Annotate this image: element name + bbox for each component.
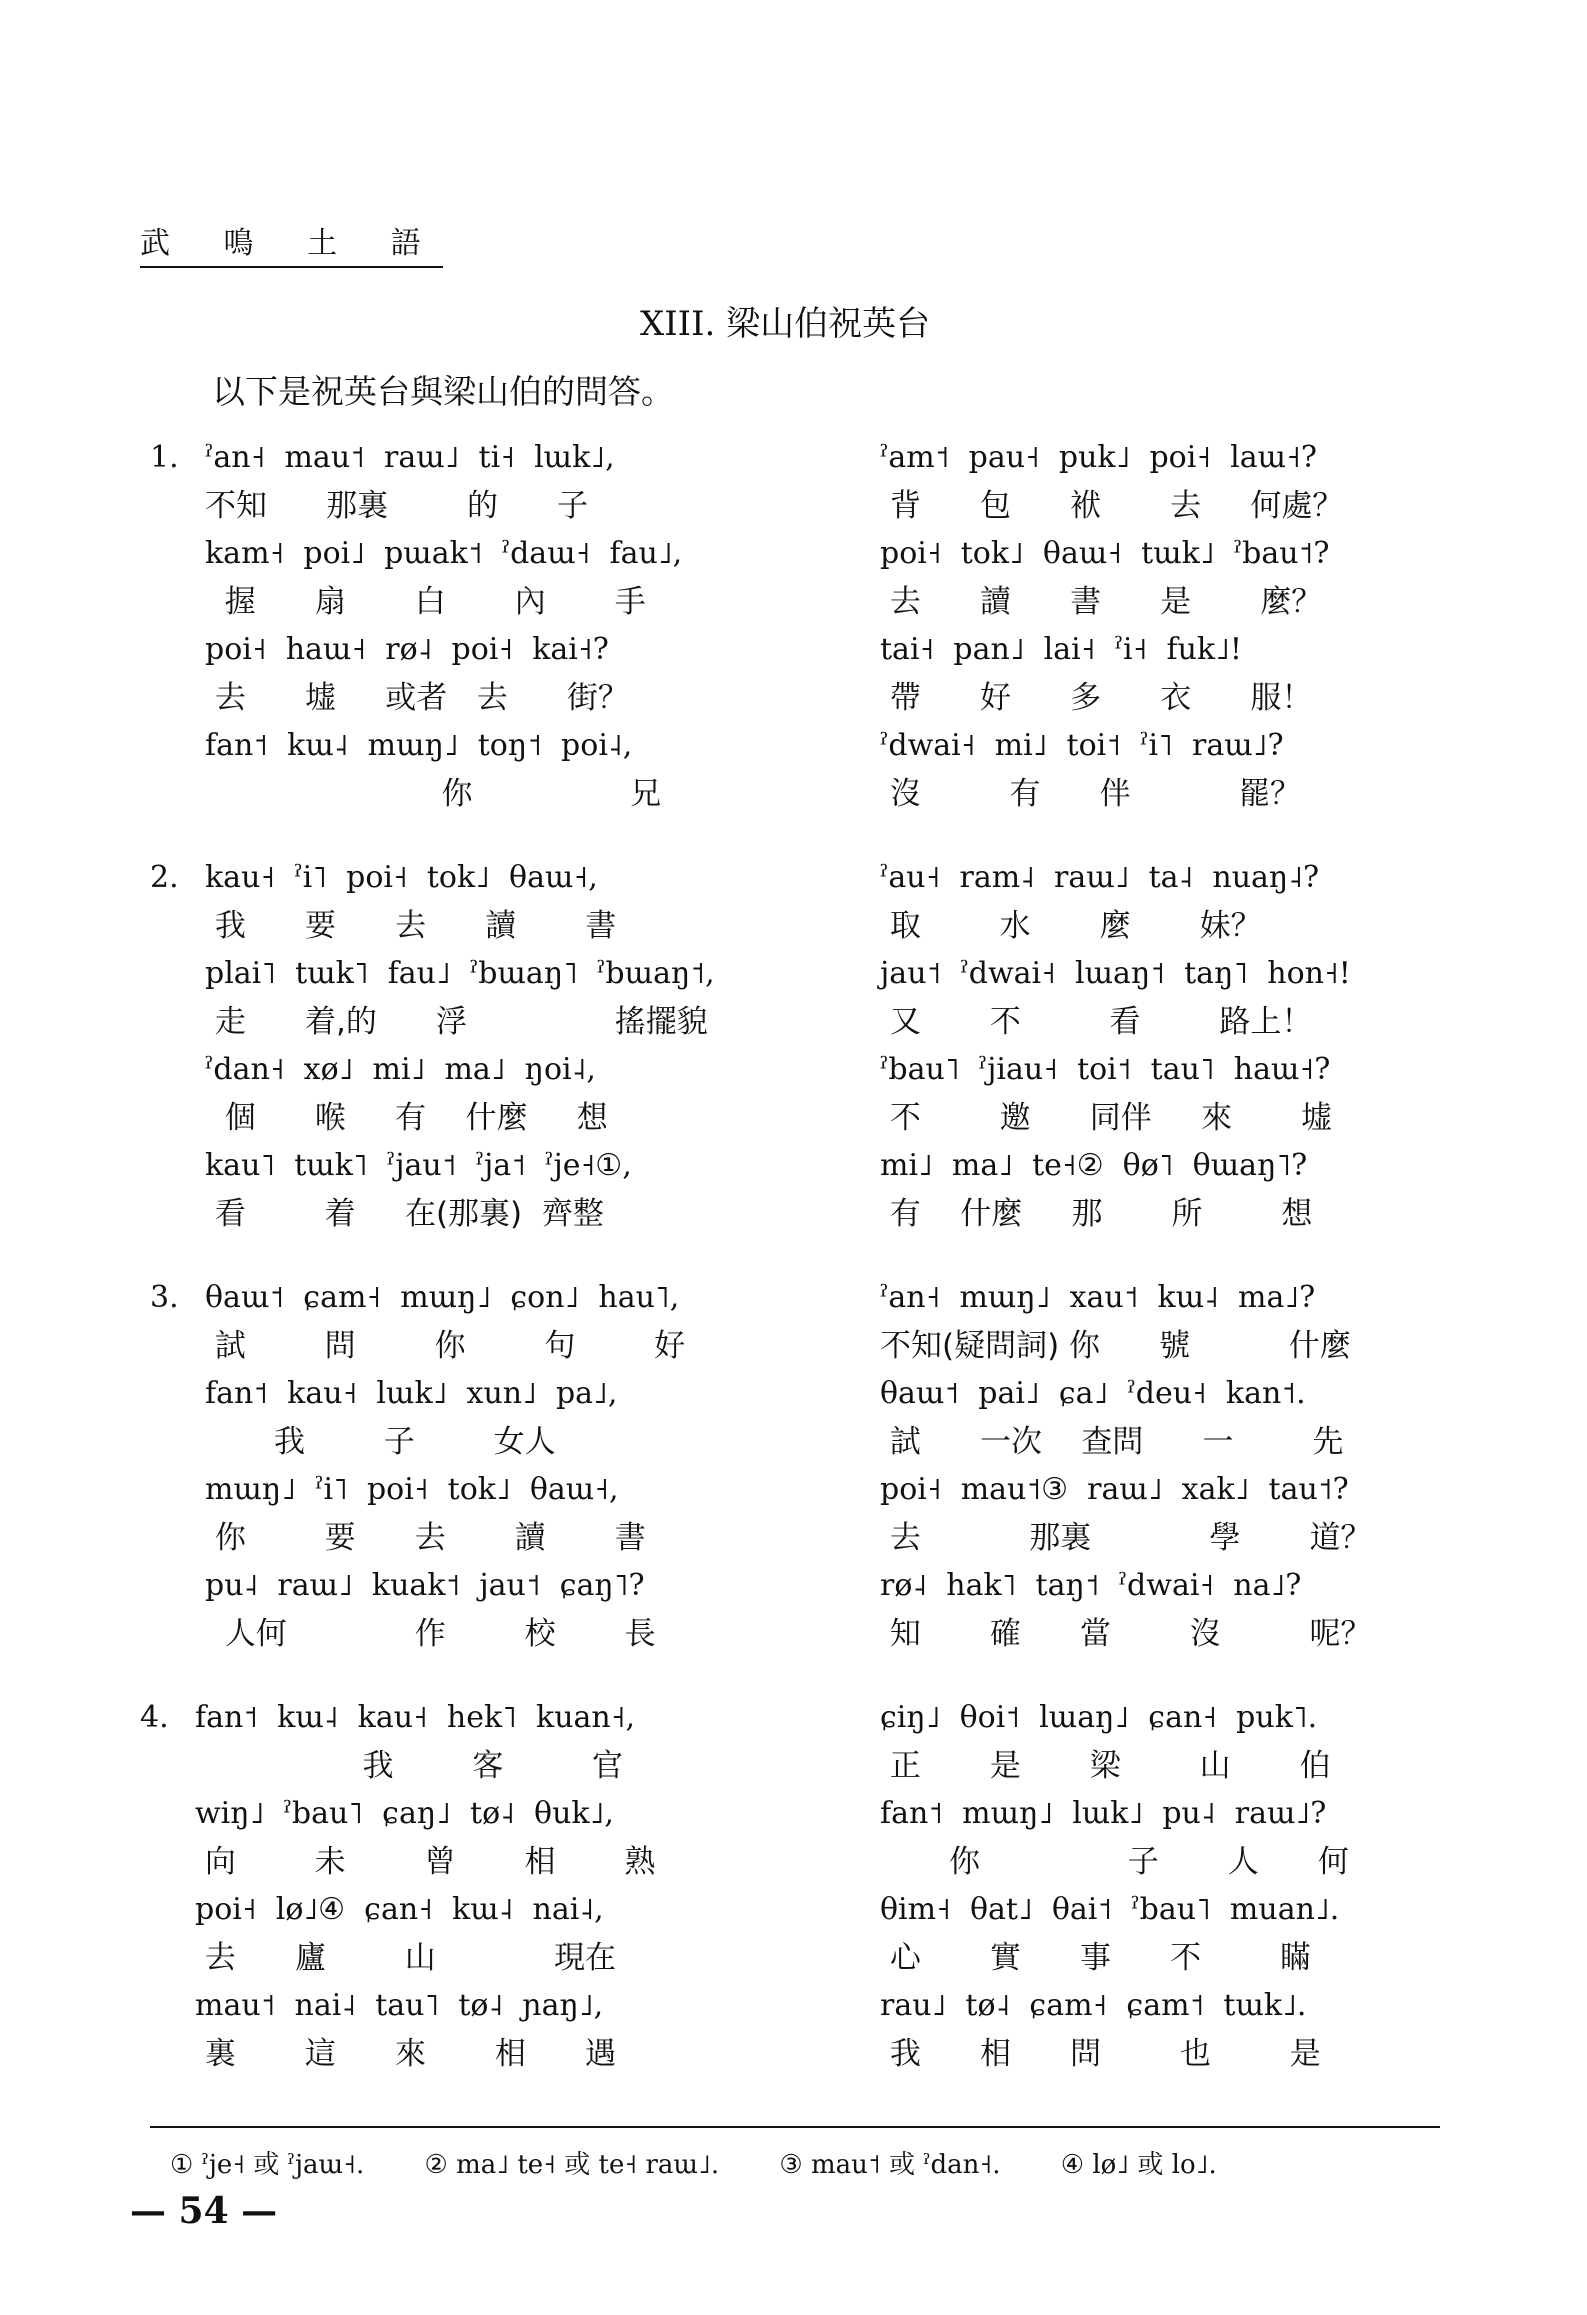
verse-line [880, 956, 1520, 1046]
verse-line [880, 536, 1520, 626]
verse-line [205, 1280, 845, 1370]
verse-line [880, 1148, 1520, 1238]
verse-line [205, 1472, 845, 1562]
phonetic-line: wiŋ˩ ˀbau˥ ɕaŋ˩ tø˨ θuk˩, [195, 1796, 614, 1831]
phonetic-line: ˀam˦ pau˧ puk˩ poi˧ laɯ˧? [880, 440, 1317, 475]
phonetic-line: mi˩ ma˩ te˧② θø˥ θɯaŋ˥? [880, 1148, 1308, 1183]
gloss-line: 去 墟 或者 去 街？ [205, 680, 629, 716]
phonetic-line: ˀan˧ mau˦ raɯ˩ ti˧ lɯk˩, [205, 440, 615, 475]
verse-line [205, 632, 845, 722]
phonetic-line: poi˧ haɯ˧ rø˨ poi˧ kai˧? [205, 632, 609, 667]
gloss-line: 握 扇 白 內 手 [205, 584, 646, 620]
verse-line [205, 728, 845, 818]
gloss-line: 知 確 當 沒 呢？ [880, 1616, 1372, 1652]
verse-line [195, 1796, 835, 1886]
verse-line [880, 728, 1520, 818]
gloss-line: 不知(疑問詞) 你 號 什麼 [880, 1328, 1351, 1364]
phonetic-line: rø˨ hak˥ taŋ˦ ˀdwai˧ na˩? [880, 1568, 1302, 1603]
gloss-line: 裏 這 來 相 遇 [195, 2036, 617, 2072]
phonetic-line: ɕiŋ˩ θoi˦ lɯaŋ˩ ɕan˧ puk˥. [880, 1700, 1318, 1735]
gloss-line: 去 讀 書 是 麼？ [880, 584, 1323, 620]
verse-number: 4. [140, 1700, 169, 1735]
gloss-line: 沒 有 伴 罷？ [880, 776, 1302, 812]
gloss-line: 去 廬 山 現在 [195, 1940, 617, 1976]
phonetic-line: plai˥ tɯk˥ fau˩ ˀbɯaŋ˥ ˀbɯaŋ˦, [205, 956, 715, 991]
verse-line [880, 1796, 1520, 1886]
gloss-line: 看 着 在(那裏) 齊整 [205, 1196, 604, 1232]
phonetic-line: poi˧ mau˦③ raɯ˩ xak˩ tau˦? [880, 1472, 1349, 1507]
verse-line [205, 860, 845, 950]
gloss-line: 我 子 女人 [205, 1424, 556, 1460]
phonetic-line: fan˦ kɯ˨ kau˧ hek˥ kuan˧, [195, 1700, 636, 1735]
gloss-line: 去 那裏 學 道？ [880, 1520, 1372, 1556]
gloss-line: 又 不 看 路上！ [880, 1004, 1313, 1040]
gloss-line: 有 什麼 那 所 想 [880, 1196, 1313, 1232]
verse-line [205, 536, 845, 626]
phonetic-line: kau˧ ˀi˥ poi˧ tok˩ θaɯ˧, [205, 860, 598, 895]
verse-number: 1. [150, 440, 179, 475]
phonetic-line: kau˥ tɯk˥ ˀjau˦ ˀja˦ ˀje˧①, [205, 1148, 632, 1183]
footnote-divider [150, 2126, 1440, 2128]
footnote: ④ lø˩ 或 lo˩. [1060, 2150, 1217, 2180]
footnote: ③ mau˦ 或 ˀdan˧. [779, 2150, 1001, 2180]
verse-line [880, 860, 1520, 950]
phonetic-line: ˀdwai˧ mi˩ toi˦ ˀi˥ raɯ˩? [880, 728, 1284, 763]
verse-line [205, 1568, 845, 1658]
gloss-line: 向 未 曾 相 熟 [195, 1844, 656, 1880]
gloss-line: 心 實 事 不 瞞 [880, 1940, 1311, 1976]
gloss-line: 試 問 你 句 好 [205, 1328, 686, 1364]
gloss-line: 你 要 去 讀 書 [205, 1520, 646, 1556]
phonetic-line: mɯŋ˩ ˀi˥ poi˧ tok˩ θaɯ˧, [205, 1472, 619, 1507]
verse-number: 3. [150, 1280, 179, 1315]
phonetic-line: jau˦ ˀdwai˧ lɯaŋ˦ taŋ˥ hon˧! [880, 956, 1351, 991]
verse-line [205, 956, 845, 1046]
phonetic-line: ˀbau˥ ˀjiau˧ toi˦ tau˥ haɯ˧? [880, 1052, 1331, 1087]
verse-line [880, 1892, 1520, 1982]
verse-line [880, 1472, 1520, 1562]
gloss-line: 我 要 去 讀 書 [205, 908, 617, 944]
verse-line [195, 1892, 835, 1982]
gloss-line: 走 着,的 浮 搖擺貌 [205, 1004, 708, 1040]
verse-line [880, 632, 1520, 722]
verse-line [205, 1052, 845, 1142]
gloss-line: 你 兄 [205, 776, 662, 812]
phonetic-line: rau˩ tø˨ ɕam˧ ɕam˦ tɯk˩. [880, 1988, 1307, 2023]
phonetic-line: fan˦ kɯ˨ mɯŋ˩ toŋ˦ poi˨, [205, 728, 633, 763]
phonetic-line: kam˧ poi˩ pɯak˦ ˀdaɯ˧ fau˩, [205, 536, 683, 571]
verse-line [880, 1700, 1520, 1790]
verse-line [880, 1280, 1520, 1370]
phonetic-line: poi˧ lø˩④ ɕan˧ kɯ˨ nai˨, [195, 1892, 604, 1927]
phonetic-line: poi˧ tok˩ θaɯ˧ tɯk˩ ˀbau˦? [880, 536, 1330, 571]
gloss-line: 人何 作 校 長 [205, 1616, 656, 1652]
phonetic-line: ˀdan˧ xø˩ mi˩ ma˩ ŋoi˨, [205, 1052, 596, 1087]
verse-line [205, 1148, 845, 1238]
verse-line [195, 1700, 835, 1790]
phonetic-line: ˀan˧ mɯŋ˩ xau˦ kɯ˨ ma˩? [880, 1280, 1316, 1315]
gloss-line: 不 邀 同伴 來 墟 [880, 1100, 1333, 1136]
gloss-line: 我 客 官 [195, 1748, 624, 1784]
gloss-line: 正 是 梁 山 伯 [880, 1748, 1331, 1784]
gloss-line: 你 子 人 何 [880, 1844, 1349, 1880]
verse-line [880, 1988, 1520, 2078]
running-head: 武 鳴 土 語 [140, 218, 443, 268]
gloss-line: 取 水 麼 妹？ [880, 908, 1262, 944]
gloss-line: 背 包 袱 去 何處？ [880, 488, 1344, 524]
verse-line [195, 1988, 835, 2078]
phonetic-line: θim˧ θat˩ θai˦ ˀbau˥ muan˩. [880, 1892, 1340, 1927]
phonetic-line: ˀau˧ ram˨ raɯ˩ ta˨ nuaŋ˨? [880, 860, 1320, 895]
phonetic-line: θaɯ˦ ɕam˧ mɯŋ˩ ɕon˩ hau˥, [205, 1280, 680, 1315]
section-title: XIII. 梁山伯祝英台 [640, 304, 931, 344]
verse-line [880, 1376, 1520, 1466]
phonetic-line: tai˧ pan˩ lai˧ ˀi˧ fuk˩! [880, 632, 1242, 667]
page-number: — 54 — [130, 2190, 278, 2232]
phonetic-line: pu˨ raɯ˩ kuak˦ jau˦ ɕaŋ˥? [205, 1568, 645, 1603]
footnote: ① ˀje˧ 或 ˀjaɯ˧. [170, 2150, 365, 2180]
footnotes [170, 2144, 1269, 2181]
gloss-line: 試 一次 查問 一 先 [880, 1424, 1344, 1460]
gloss-line: 帶 好 多 衣 服！ [880, 680, 1313, 716]
verse-line [880, 440, 1520, 530]
phonetic-line: θaɯ˦ pai˩ ɕa˩ ˀdeu˧ kan˦. [880, 1376, 1306, 1411]
intro-line: 以下是祝英台與梁山伯的問答。 [212, 372, 674, 411]
gloss-line: 我 相 問 也 是 [880, 2036, 1321, 2072]
phonetic-line: mau˦ nai˨ tau˥ tø˨ ɲaŋ˩, [195, 1988, 604, 2023]
footnote: ② ma˩ te˧ 或 te˧ raɯ˩. [424, 2150, 720, 2180]
verse-line [880, 1568, 1520, 1658]
gloss-line: 不知 那裏 的 子 [205, 488, 589, 524]
verse-line [205, 1376, 845, 1466]
phonetic-line: fan˦ mɯŋ˩ lɯk˩ pu˨ raɯ˩? [880, 1796, 1327, 1831]
phonetic-line: fan˦ kau˧ lɯk˩ xun˩ pa˩, [205, 1376, 618, 1411]
gloss-line: 個 喉 有 什麼 想 [205, 1100, 608, 1136]
verse-line [880, 1052, 1520, 1142]
verse-line [205, 440, 845, 530]
verse-number: 2. [150, 860, 179, 895]
